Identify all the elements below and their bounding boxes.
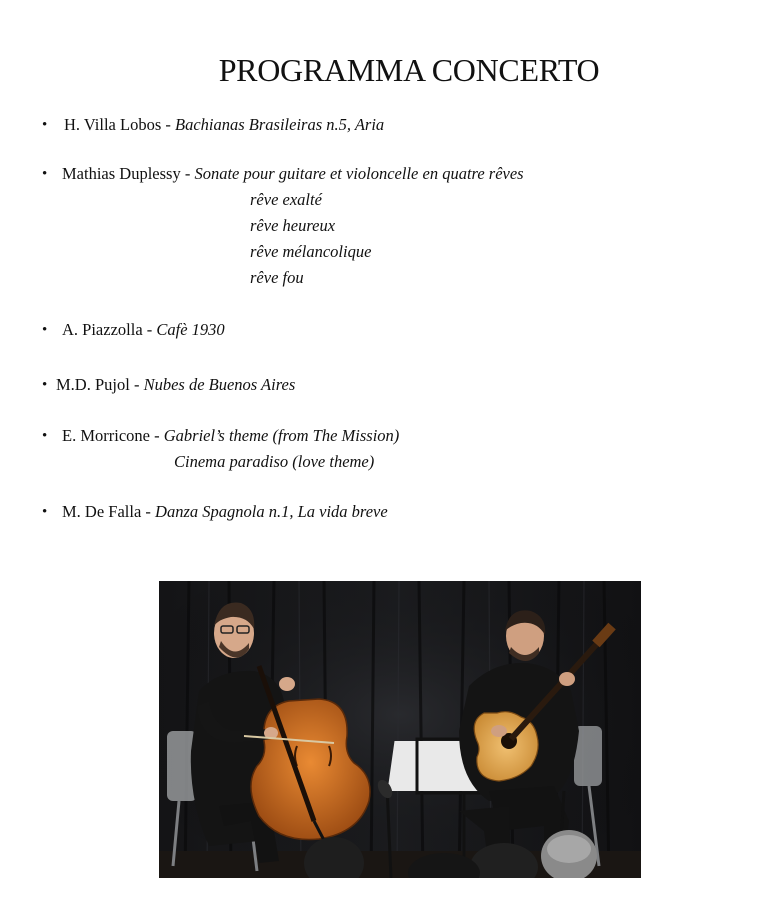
work-title: Sonate pour guitare et violoncelle en quatre rêves xyxy=(194,164,524,183)
composer-name: A. Piazzolla xyxy=(62,320,143,339)
program-item xyxy=(62,426,399,446)
program-item xyxy=(62,164,524,184)
separator-dash: - xyxy=(129,375,144,394)
composer-name: M. De Falla xyxy=(62,502,142,521)
separator-dash: - xyxy=(141,502,156,521)
composer-name: M.D. Pujol xyxy=(56,375,130,394)
concert-photo xyxy=(159,581,641,878)
composer-name: H. Villa Lobos xyxy=(64,115,162,134)
program-item xyxy=(62,320,225,340)
bullet-icon: • xyxy=(42,428,48,444)
program-item xyxy=(64,115,384,135)
bullet-icon: • xyxy=(42,377,48,393)
program-item xyxy=(62,502,388,522)
work-title: Gabriel’s theme (from The Mission) xyxy=(163,426,400,445)
bullet-icon: • xyxy=(42,166,48,182)
composer-name: Mathias Duplessy xyxy=(62,164,181,183)
program-item xyxy=(56,375,295,395)
bullet-icon: • xyxy=(42,504,48,520)
work-title: Danza Spagnola n.1, La vida breve xyxy=(155,502,388,521)
movement-title: Cinema paradiso (love theme) xyxy=(174,452,375,471)
separator-dash: - xyxy=(142,320,157,339)
bullet-icon: • xyxy=(42,117,48,133)
separator-dash: - xyxy=(149,426,164,445)
composer-name: E. Morricone xyxy=(62,426,150,445)
work-title: Cafè 1930 xyxy=(156,320,225,339)
movement-title: rêve fou xyxy=(250,268,304,287)
movement-title: rêve mélancolique xyxy=(250,242,372,261)
movement-title: rêve exalté xyxy=(250,190,322,209)
work-title: Bachianas Brasileiras n.5, Aria xyxy=(175,115,385,134)
work-title: Nubes de Buenos Aires xyxy=(143,375,296,394)
separator-dash: - xyxy=(161,115,175,134)
bullet-icon: • xyxy=(42,322,48,338)
page-title: PROGRAMMA CONCERTO xyxy=(218,52,600,88)
movement-title: rêve heureux xyxy=(250,216,336,235)
separator-dash: - xyxy=(180,164,195,183)
